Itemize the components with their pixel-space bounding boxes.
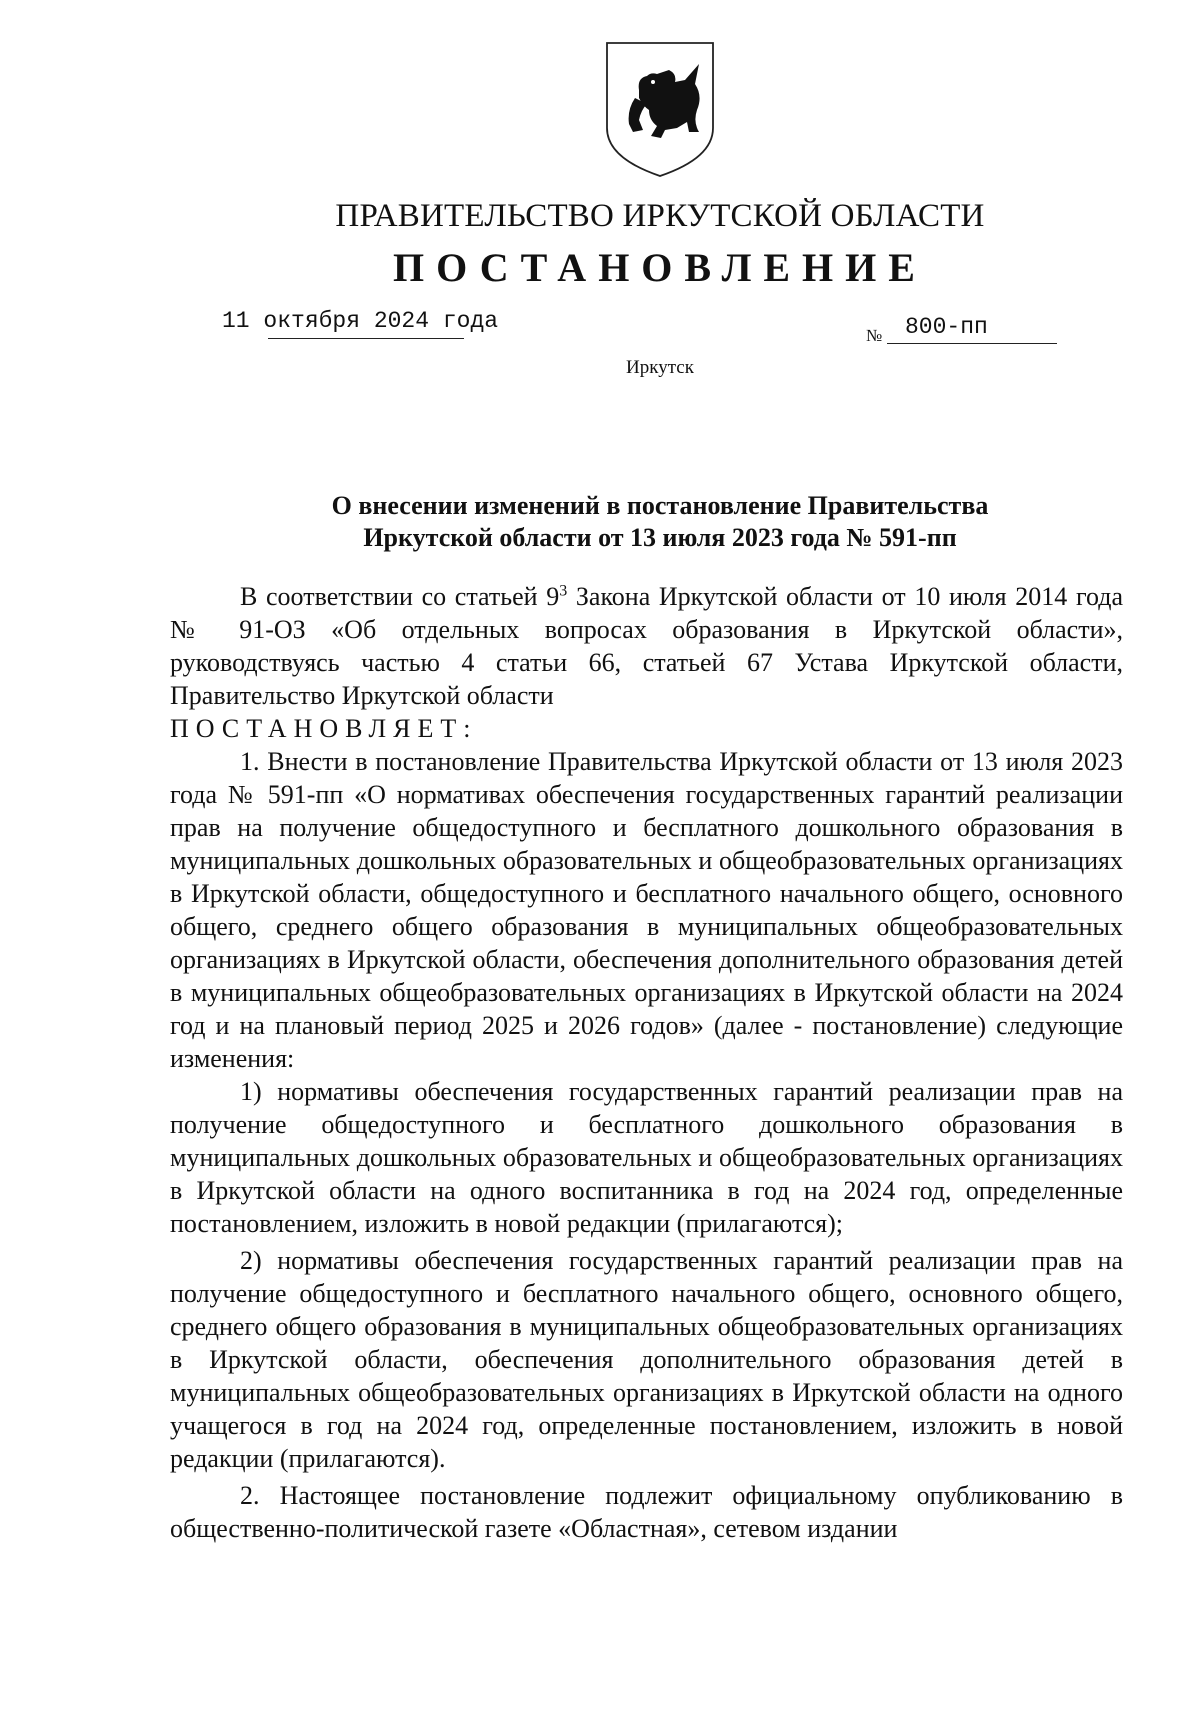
decree-number: 800-пп bbox=[905, 314, 988, 340]
government-name: ПРАВИТЕЛЬСТВО ИРКУТСКОЙ ОБЛАСТИ bbox=[335, 198, 985, 234]
item-1-paragraph: 1. Внести в постановление Правительства Иркутской области от 13 июля 2023 года № 591-пп «О нормативах обеспечения государственных гарантий реализации прав на получение общедоступного и бесплатного дошкольного образования в муниципальных дошкольных образовательных и общеобразовательных организациях в Иркутской области, общедоступного и бесплатного начального общего, основного общего, среднего общего образования в муниципальных общеобразовательных организациях в Иркутской области, обеспечения дополнительного образования детей в муниципальных общеобразовательных организациях в Иркутской области на 2024 год и на плановый период 2025 и 2026 годов» (далее - постановление) следующие изменения: bbox=[170, 747, 1123, 1073]
decree-type-heading: ПОСТАНОВЛЕНИЕ bbox=[393, 245, 927, 290]
decree-date: 11 октября 2024 года bbox=[222, 308, 499, 334]
title-line-2: Иркутской области от 13 июля 2023 года № 591-пп bbox=[363, 523, 957, 552]
subitem-2-paragraph: 2) нормативы обеспечения государственных гарантий реализации прав на получение общедоступного и бесплатного начального общего, основного общего, среднего общего образования в муниципальных общеобразовательных организациях в Иркутской области, обеспечения дополнительного образования детей в муниципальных общеобразовательных организациях в Иркутской области на одного учащегося в год на 2024 год, определенные постановлением, изложить в новой редакции (прилагаются). bbox=[170, 1246, 1123, 1473]
date-underline bbox=[268, 338, 464, 339]
number-underline bbox=[887, 343, 1057, 344]
item-2-paragraph: 2. Настоящее постановление подлежит официальному опубликованию в общественно-политической газете «Областная», сетевом издании bbox=[170, 1481, 1123, 1543]
decree-title bbox=[170, 490, 1150, 554]
subitem-1-paragraph: 1) нормативы обеспечения государственных гарантий реализации прав на получение общедоступного и бесплатного дошкольного образования в муниципальных дошкольных образовательных и общеобразовательных организациях в Иркутской области на одного воспитанника в год на 2024 год, определенные постановлением, изложить в новой редакции (прилагаются); bbox=[170, 1077, 1123, 1238]
title-line-1: О внесении изменений в постановление Правительства bbox=[331, 491, 989, 520]
article-superscript: 3 bbox=[559, 582, 568, 600]
number-sign: № bbox=[866, 326, 883, 345]
preamble-paragraph bbox=[170, 580, 1123, 712]
coat-of-arms-emblem bbox=[603, 40, 717, 180]
city-name: Иркутск bbox=[626, 357, 694, 378]
preamble-part-1: В соответствии со статьей 9 bbox=[240, 582, 560, 611]
preamble-part-2: Закона Иркутской области от 10 июля 2014 года № 91-ОЗ «Об отдельных вопросах образования в Иркутской области», руководствуясь частью 4 статьи 66, статьей 67 Устава Иркутской области, Правительство Иркутской области bbox=[170, 582, 1123, 710]
document-body bbox=[170, 580, 1123, 1545]
resolves-heading: ПОСТАНОВЛЯЕТ: bbox=[170, 714, 478, 743]
